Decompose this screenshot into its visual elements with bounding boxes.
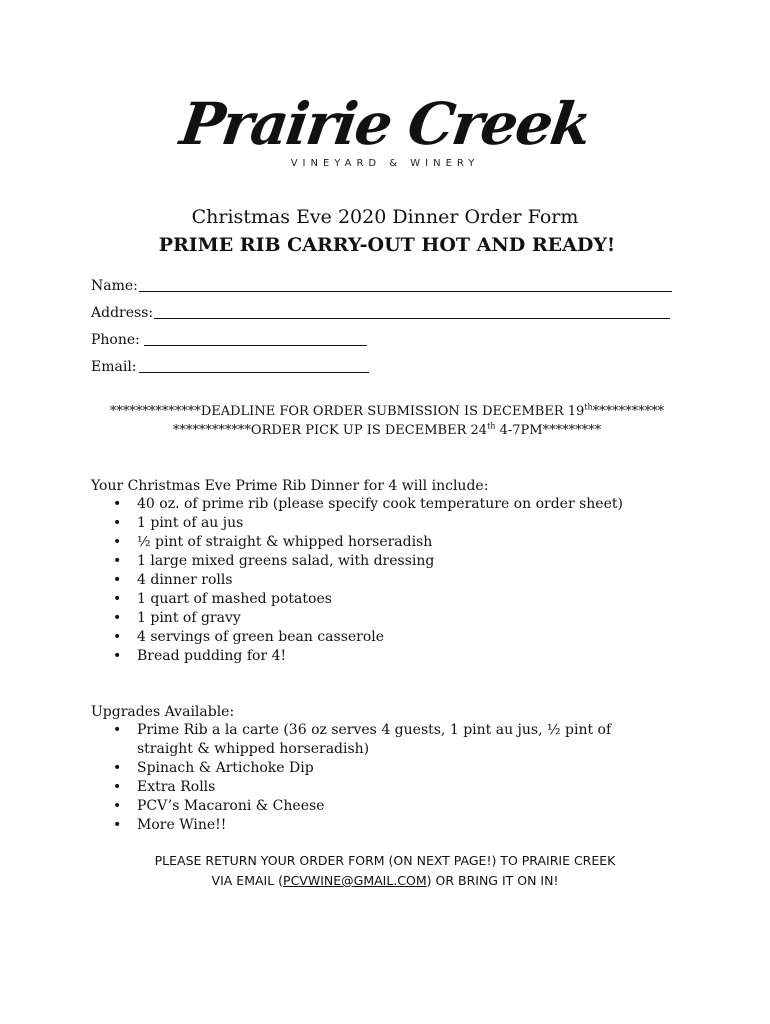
address-label: Address: xyxy=(91,305,154,321)
list-item: • 4 servings of green bean casserole xyxy=(113,628,637,647)
list-item: • 1 quart of mashed potatoes xyxy=(113,590,637,609)
upgrades-list xyxy=(113,721,637,835)
list-item: • 1 pint of gravy xyxy=(113,609,637,628)
upgrades-heading: Upgrades Available: xyxy=(91,704,235,720)
list-item: • 1 pint of au jus xyxy=(113,514,637,533)
return-instructions-email: VIA EMAIL (PCVWINE@GMAIL.COM) OR BRING IT ON IN! xyxy=(211,873,559,888)
list-item: • PCV’s Macaroni & Cheese xyxy=(113,797,637,816)
phone-field[interactable] xyxy=(144,345,367,346)
phone-label: Phone: xyxy=(91,332,140,348)
list-item: • 40 oz. of prime rib (please specify cook temperature on order sheet) xyxy=(113,495,637,514)
email-link[interactable]: PCVWINE@GMAIL.COM xyxy=(283,873,427,888)
name-label: Name: xyxy=(91,278,138,294)
deadline-notice: **************DEADLINE FOR ORDER SUBMISSION IS DECEMBER 19th*********** xyxy=(109,402,665,419)
return-instructions: PLEASE RETURN YOUR ORDER FORM (ON NEXT PAGE!) TO PRAIRIE CREEK xyxy=(154,853,616,868)
form-subtitle: PRIME RIB CARRY-OUT HOT AND READY! xyxy=(158,234,616,256)
logo xyxy=(0,90,770,169)
dinner-heading: Your Christmas Eve Prime Rib Dinner for 4 will include: xyxy=(91,478,489,494)
list-item: • Spinach & Artichoke Dip xyxy=(113,759,637,778)
list-item: • ½ pint of straight & whipped horseradish xyxy=(113,533,637,552)
dinner-list xyxy=(113,495,637,666)
email-field[interactable] xyxy=(139,372,369,373)
list-item: • Extra Rolls xyxy=(113,778,637,797)
pickup-notice: ************ORDER PICK UP IS DECEMBER 24th 4-7PM********* xyxy=(172,421,602,438)
logo-tagline: VINEYARD & WINERY xyxy=(290,158,480,169)
address-field[interactable] xyxy=(154,318,670,319)
form-title: Christmas Eve 2020 Dinner Order Form xyxy=(191,206,579,228)
logo-wordmark: Prairie Creek xyxy=(176,90,594,158)
list-item: • 1 large mixed greens salad, with dressing xyxy=(113,552,637,571)
name-field[interactable] xyxy=(139,291,672,292)
list-item: • Prime Rib a la carte (36 oz serves 4 guests, 1 pint au jus, ½ pint of straight & whipped horseradish) xyxy=(113,721,637,759)
list-item: • More Wine!! xyxy=(113,816,637,835)
list-item: • Bread pudding for 4! xyxy=(113,647,637,666)
email-label: Email: xyxy=(91,359,137,375)
list-item: • 4 dinner rolls xyxy=(113,571,637,590)
